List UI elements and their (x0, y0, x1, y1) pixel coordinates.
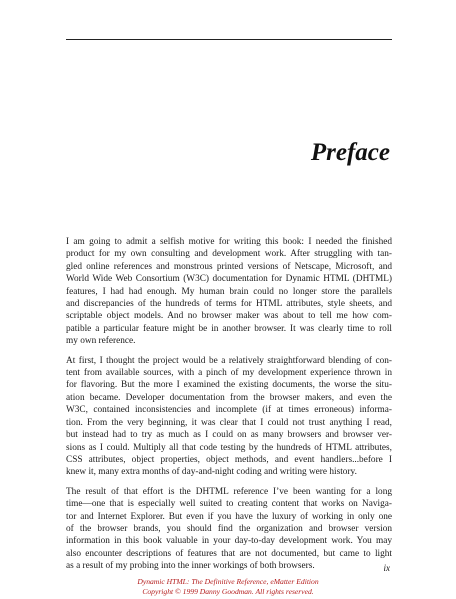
text-line: information in this book valuable in your day-to-day development work. You may (66, 536, 392, 547)
chapter-title: Preface (310, 139, 390, 166)
paragraph-3 (66, 486, 392, 573)
text-line: CSS attributes, object properties, object methods, and event handlers...before I (66, 454, 392, 465)
footer (0, 577, 456, 596)
text-line: gled online references and monstrous printed versions of Netscape, Microsoft, and (66, 261, 392, 272)
text-line: scriptable object models. And no browser maker was about to tell me how com- (66, 311, 392, 322)
text-line: tent from available sources, with a pinch of my development experience thrown in (66, 368, 392, 379)
page-number: ix (383, 563, 390, 573)
text-line: of the browser brands, you should find the organization and browser version (66, 523, 392, 534)
text-line: also encounter descriptions of features that are not documented, but came to light (66, 548, 392, 559)
text-line: features, I had had enough. My human brain could no longer store the parallels (66, 286, 392, 297)
text-line: The result of that effort is the DHTML reference I’ve been wanting for a long (66, 486, 392, 497)
text-line: I am going to admit a selfish motive for writing this book: I needed the finished (66, 237, 392, 247)
text-line: ation became. Developer documentation from the browser makers, and even the (66, 392, 392, 403)
header-rule (66, 39, 392, 40)
text-line: World Wide Web Consortium (W3C) documentation for Dynamic HTML (DHTML) (66, 274, 392, 285)
text-line: patible a particular feature might be in another browser. It was clearly time to roll (66, 323, 392, 334)
body-text (66, 236, 392, 580)
text-line: product for my own consulting and development work. After struggling with tan- (66, 249, 392, 260)
footer-title: Dynamic HTML: The Definitive Reference, eMatter Edition (137, 577, 319, 586)
text-line: but instead had to try as much as I could on as many browsers and browser ver- (66, 430, 392, 441)
text-line: time—one that is especially well suited to creating content that works on Naviga- (66, 499, 392, 510)
paragraph-1 (66, 236, 392, 348)
text-line: tor and Internet Explorer. But even if you have the luxury of working in only one (66, 511, 392, 522)
text-line: At first, I thought the project would be a relatively straightforward blending of con- (66, 355, 392, 366)
footer-copyright: Copyright © 1999 Danny Goodman. All rights reserved. (142, 586, 314, 596)
text-line: tion. From the very beginning, it was clear that I could not trust anything I read, (66, 417, 392, 428)
text-line: W3C, contained inconsistencies and incomplete (if at times erroneous) informa- (66, 405, 392, 416)
text-line: as a result of my probing into the inner workings of both browsers. (66, 561, 315, 572)
paragraph-2 (66, 355, 392, 479)
text-line: sions as I could. Multiply all that code testing by the hundreds of HTML attributes, (66, 442, 392, 453)
text-line: my own reference. (66, 336, 136, 347)
text-line: for flavoring. But the more I examined the existing documents, the worse the situ- (66, 380, 392, 391)
text-line: and discrepancies of the hundreds of terms for HTML attributes, style sheets, and (66, 299, 392, 310)
text-line: knew it, many extra months of day-and-night coding and writing were history. (66, 467, 357, 478)
